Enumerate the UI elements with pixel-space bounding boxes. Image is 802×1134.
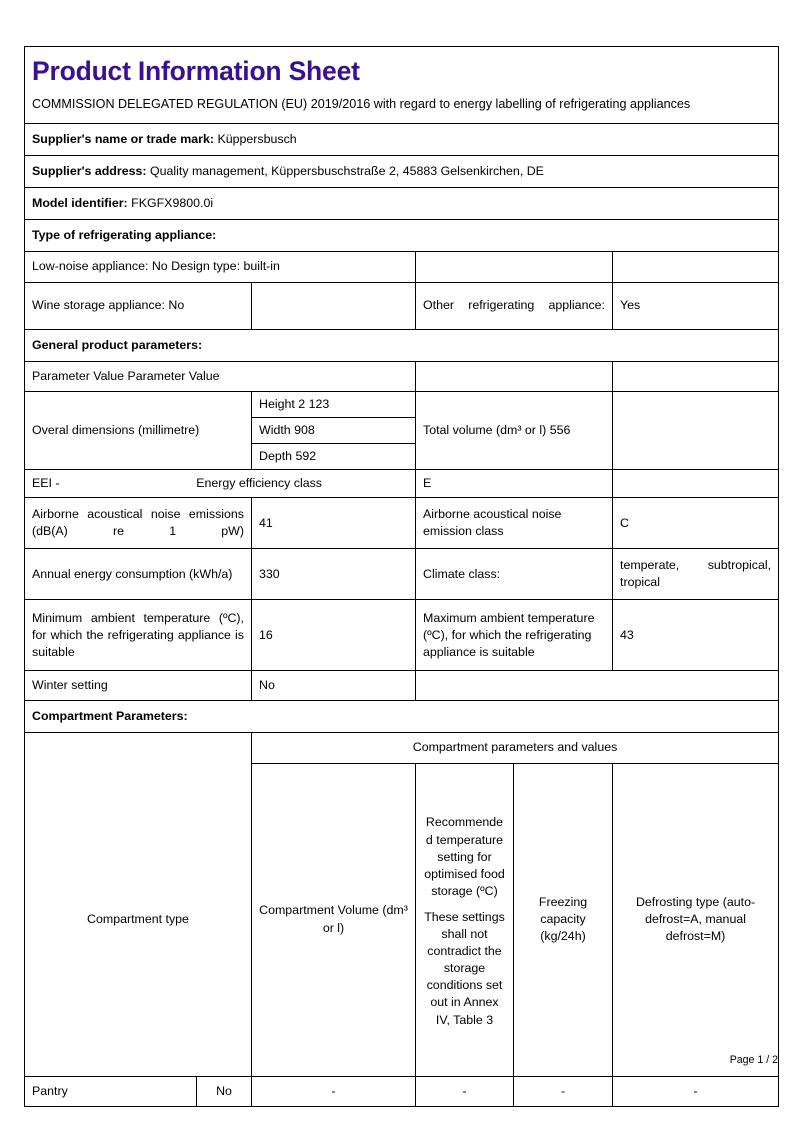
max-ambient-value: 43 bbox=[613, 600, 779, 671]
compartment-group-empty-cell bbox=[25, 733, 252, 763]
winter-setting-value: No bbox=[252, 671, 416, 701]
eei-row bbox=[25, 470, 779, 498]
eei-label: EEI - bbox=[32, 476, 60, 491]
compartment-row-temperature: - bbox=[416, 1076, 514, 1106]
dimension-height: Height 2 123 bbox=[252, 391, 416, 417]
supplier-address-label: Supplier's address: bbox=[32, 164, 147, 179]
col-header-compartment-volume: Compartment Volume (dm³ or l) bbox=[252, 763, 416, 1076]
col-header-compartment-type: Compartment type bbox=[25, 763, 252, 1076]
other-appliance-label: Other refrigerating appliance: bbox=[416, 282, 613, 329]
min-ambient-label: Minimum ambient temperature (ºC), for which the refrigerating appliance is suitable bbox=[25, 600, 252, 671]
model-identifier-cell bbox=[25, 188, 779, 220]
wine-storage-empty-cell bbox=[252, 282, 416, 329]
compartment-row-name: Pantry bbox=[25, 1076, 197, 1106]
total-volume-cell: Total volume (dm³ or l) 556 bbox=[416, 391, 613, 469]
supplier-name-row bbox=[25, 124, 779, 156]
col-header-freezing-capacity: Freezing capacity (kg/24h) bbox=[514, 763, 613, 1076]
wine-storage-row bbox=[25, 282, 779, 329]
dimensions-height-row bbox=[25, 391, 779, 417]
compartment-group-header-row bbox=[25, 733, 779, 763]
parameter-value-header-row bbox=[25, 361, 779, 391]
compartment-row-freezing: - bbox=[514, 1076, 613, 1106]
compartment-group-header: Compartment parameters and values bbox=[252, 733, 779, 763]
noise-emissions-label: Airborne acoustical noise emissions (dB(A) re 1 pW) bbox=[25, 498, 252, 549]
col-header-temperature-setting bbox=[416, 763, 514, 1076]
compartment-row-volume: - bbox=[252, 1076, 416, 1106]
general-parameters-heading: General product parameters: bbox=[25, 329, 779, 361]
model-identifier-row bbox=[25, 188, 779, 220]
low-noise-empty-cell-2 bbox=[613, 252, 779, 282]
supplier-name-cell bbox=[25, 124, 779, 156]
compartment-parameters-heading: Compartment Parameters: bbox=[25, 701, 779, 733]
other-appliance-value: Yes bbox=[613, 282, 779, 329]
low-noise-row bbox=[25, 252, 779, 282]
table-row bbox=[25, 1076, 779, 1106]
header-row bbox=[25, 47, 779, 124]
model-identifier-value: FKGFX9800.0i bbox=[131, 196, 214, 211]
compartment-row-present: No bbox=[197, 1076, 252, 1106]
noise-class-value: C bbox=[613, 498, 779, 549]
wine-storage-cell: Wine storage appliance: No bbox=[25, 282, 252, 329]
compartment-column-header-row bbox=[25, 763, 779, 1076]
appliance-type-heading: Type of refrigerating appliance: bbox=[25, 220, 779, 252]
winter-setting-label: Winter setting bbox=[25, 671, 252, 701]
header-cell bbox=[25, 47, 779, 124]
temperature-setting-note: These settings shall not contradict the storage conditions set out in Annex IV, Table 3 bbox=[424, 909, 505, 1027]
dimensions-empty-cell bbox=[613, 391, 779, 469]
supplier-address-row bbox=[25, 156, 779, 188]
energy-efficiency-class-value: E bbox=[416, 470, 613, 498]
parameter-header-empty-1 bbox=[416, 361, 613, 391]
product-info-table bbox=[24, 46, 779, 1107]
dimension-width: Width 908 bbox=[252, 417, 416, 443]
winter-setting-empty-cell bbox=[416, 671, 779, 701]
model-identifier-label: Model identifier: bbox=[32, 196, 128, 211]
annual-energy-label: Annual energy consumption (kWh/a) bbox=[25, 549, 252, 600]
page-footer bbox=[24, 1054, 778, 1066]
appliance-type-heading-row bbox=[25, 220, 779, 252]
compartment-parameters-heading-row bbox=[25, 701, 779, 733]
parameter-header-empty-2 bbox=[613, 361, 779, 391]
page-title: Product Information Sheet bbox=[32, 56, 360, 86]
col-header-defrosting-type: Defrosting type (auto-defrost=A, manual defrost=M) bbox=[613, 763, 779, 1076]
max-ambient-label: Maximum ambient temperature (ºC), for which the refrigerating appliance is suitable bbox=[416, 600, 613, 671]
noise-emissions-row bbox=[25, 498, 779, 549]
winter-setting-row bbox=[25, 671, 779, 701]
ambient-temperature-row bbox=[25, 600, 779, 671]
temperature-setting-main: Recommended temperature setting for optimised food storage (ºC) bbox=[424, 815, 505, 898]
annual-energy-value: 330 bbox=[252, 549, 416, 600]
climate-class-value: temperate, subtropical, tropical bbox=[613, 549, 779, 600]
product-information-sheet bbox=[24, 46, 778, 1107]
low-noise-empty-cell-1 bbox=[416, 252, 613, 282]
eei-cell bbox=[25, 470, 416, 498]
supplier-address-cell bbox=[25, 156, 779, 188]
compartment-row-defrosting: - bbox=[613, 1076, 779, 1106]
climate-class-label: Climate class: bbox=[416, 549, 613, 600]
supplier-address-value: Quality management, Küppersbuschstraße 2, 45883 Gelsenkirchen, DE bbox=[149, 164, 544, 179]
low-noise-cell: Low-noise appliance: No Design type: built-in bbox=[25, 252, 416, 282]
eei-empty-cell bbox=[613, 470, 779, 498]
page-number: Page 1 / 2 bbox=[729, 1054, 778, 1066]
overall-dimensions-label: Overal dimensions (millimetre) bbox=[25, 391, 252, 469]
dimension-depth: Depth 592 bbox=[252, 444, 416, 470]
supplier-name-value: Küppersbusch bbox=[217, 132, 297, 147]
parameter-value-header: Parameter Value Parameter Value bbox=[25, 361, 416, 391]
noise-class-label: Airborne acoustical noise emission class bbox=[416, 498, 613, 549]
min-ambient-value: 16 bbox=[252, 600, 416, 671]
noise-emissions-value: 41 bbox=[252, 498, 416, 549]
regulation-subtitle: COMMISSION DELEGATED REGULATION (EU) 2019/2016 with regard to energy labelling of refrigerating appliances bbox=[32, 97, 691, 112]
general-parameters-heading-row bbox=[25, 329, 779, 361]
supplier-name-label: Supplier's name or trade mark: bbox=[32, 132, 214, 147]
energy-efficiency-class-label: Energy efficiency class bbox=[196, 476, 322, 491]
annual-energy-row bbox=[25, 549, 779, 600]
